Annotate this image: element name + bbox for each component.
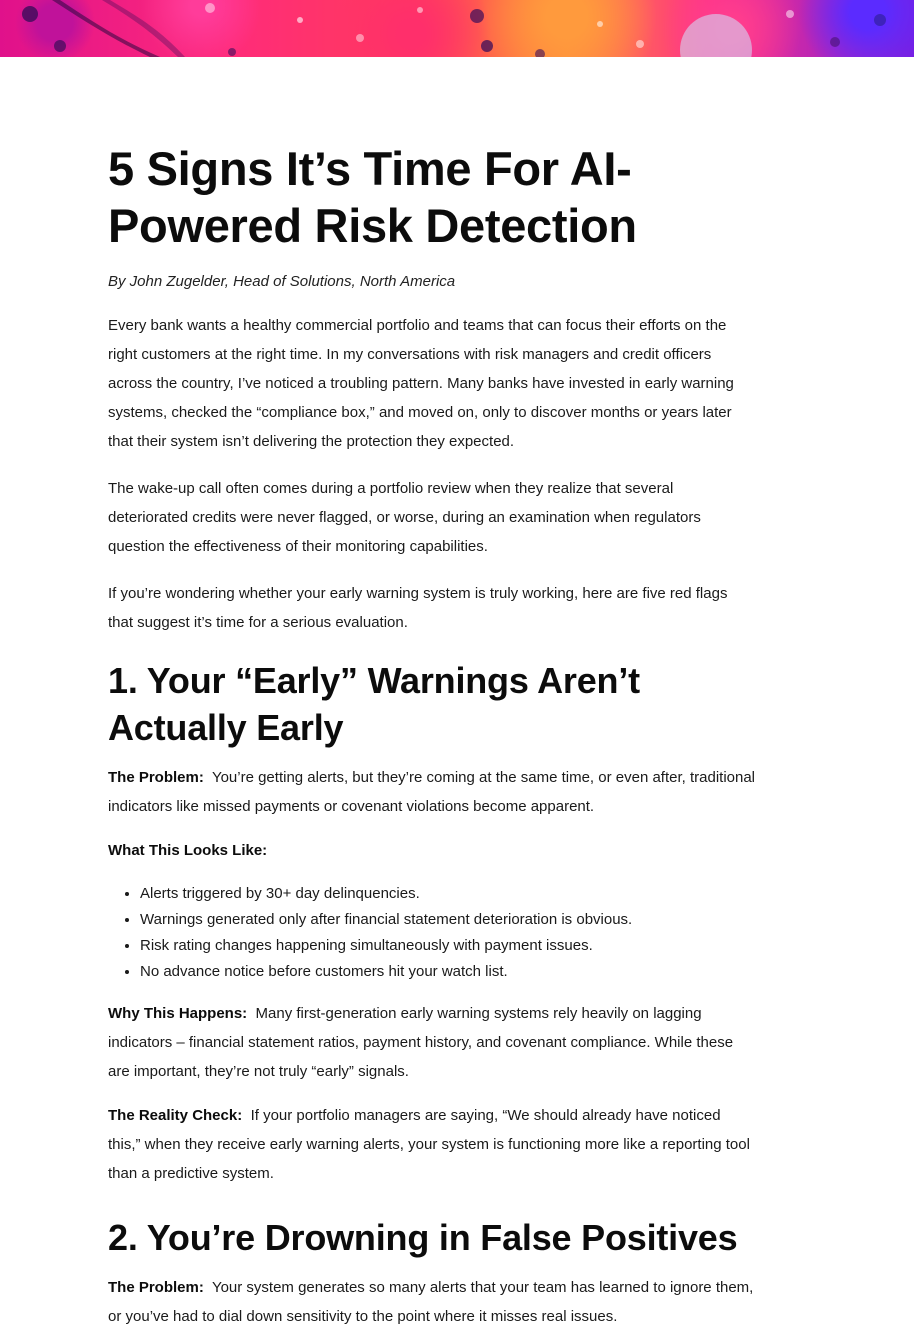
bubble-pattern <box>0 0 914 57</box>
intro-paragraph-3: If you’re wondering whether your early warning system is truly working, here are five red flags that suggest it’s time for a serious evaluation. <box>108 585 728 631</box>
section-1-why <box>108 999 756 1086</box>
list-item: • Risk rating changes happening simultaneously with payment issues. <box>140 933 756 959</box>
article <box>108 140 756 1331</box>
looks-like-label: What This Looks Like: <box>108 842 268 859</box>
reality-label: The Reality Check: <box>108 1107 243 1124</box>
article-title: 5 Signs It’s Time For AI-Powered Risk Detection <box>108 142 637 252</box>
looks-like-list <box>108 881 756 985</box>
intro-paragraph-2: The wake-up call often comes during a portfolio review when they realize that several deteriorated credits were never flagged, or worse, during an examination when regulators question the effectiveness of their monitoring capabilities. <box>108 480 701 555</box>
intro-paragraph-1: Every bank wants a healthy commercial portfolio and teams that can focus their efforts on the right customers at the right time. In my conversations with risk managers and credit officers across the country, I’ve noticed a troubling pattern. Many banks have invested in early warning systems, checked the “compliance box,” and moved on, only to discover months or years later that their system isn’t delivering the protection they expected. <box>108 317 734 450</box>
section-1-heading: 1. Your “Early” Warnings Aren’t Actually Early <box>108 660 640 748</box>
problem-text: You’re getting alerts, but they’re coming at the same time, or even after, traditional indicators like missed payments or covenant violations become apparent. <box>108 769 756 815</box>
section-1-problem <box>108 763 756 821</box>
why-label: Why This Happens: <box>108 1005 248 1022</box>
section-2-problem <box>108 1273 756 1331</box>
article-byline: By John Zugelder, Head of Solutions, North America <box>108 273 456 290</box>
hero-banner-image <box>0 0 914 57</box>
problem-label: The Problem: <box>108 769 204 786</box>
problem-label: The Problem: <box>108 1279 204 1296</box>
list-item: • No advance notice before customers hit your watch list. <box>140 959 756 985</box>
section-1-reality <box>108 1101 756 1188</box>
reality-text: If your portfolio managers are saying, “We should already have noticed this,” when they receive early warning alerts, your system is functioning more like a reporting tool than a predictive system. <box>108 1107 750 1182</box>
list-item: • Alerts triggered by 30+ day delinquencies. <box>140 881 756 907</box>
why-text: Many first-generation early warning systems rely heavily on lagging indicators – financial statement ratios, payment history, and covenant compliance. While these are important, they’re not truly “early” signals. <box>108 1005 734 1080</box>
list-item: • Warnings generated only after financial statement deterioration is obvious. <box>140 907 756 933</box>
section-1-looks-like <box>108 836 756 865</box>
problem-text: Your system generates so many alerts that your team has learned to ignore them, or you’ve had to dial down sensitivity to the point where it misses real issues. <box>108 1279 754 1325</box>
section-2-heading: 2. You’re Drowning in False Positives <box>108 1217 738 1258</box>
